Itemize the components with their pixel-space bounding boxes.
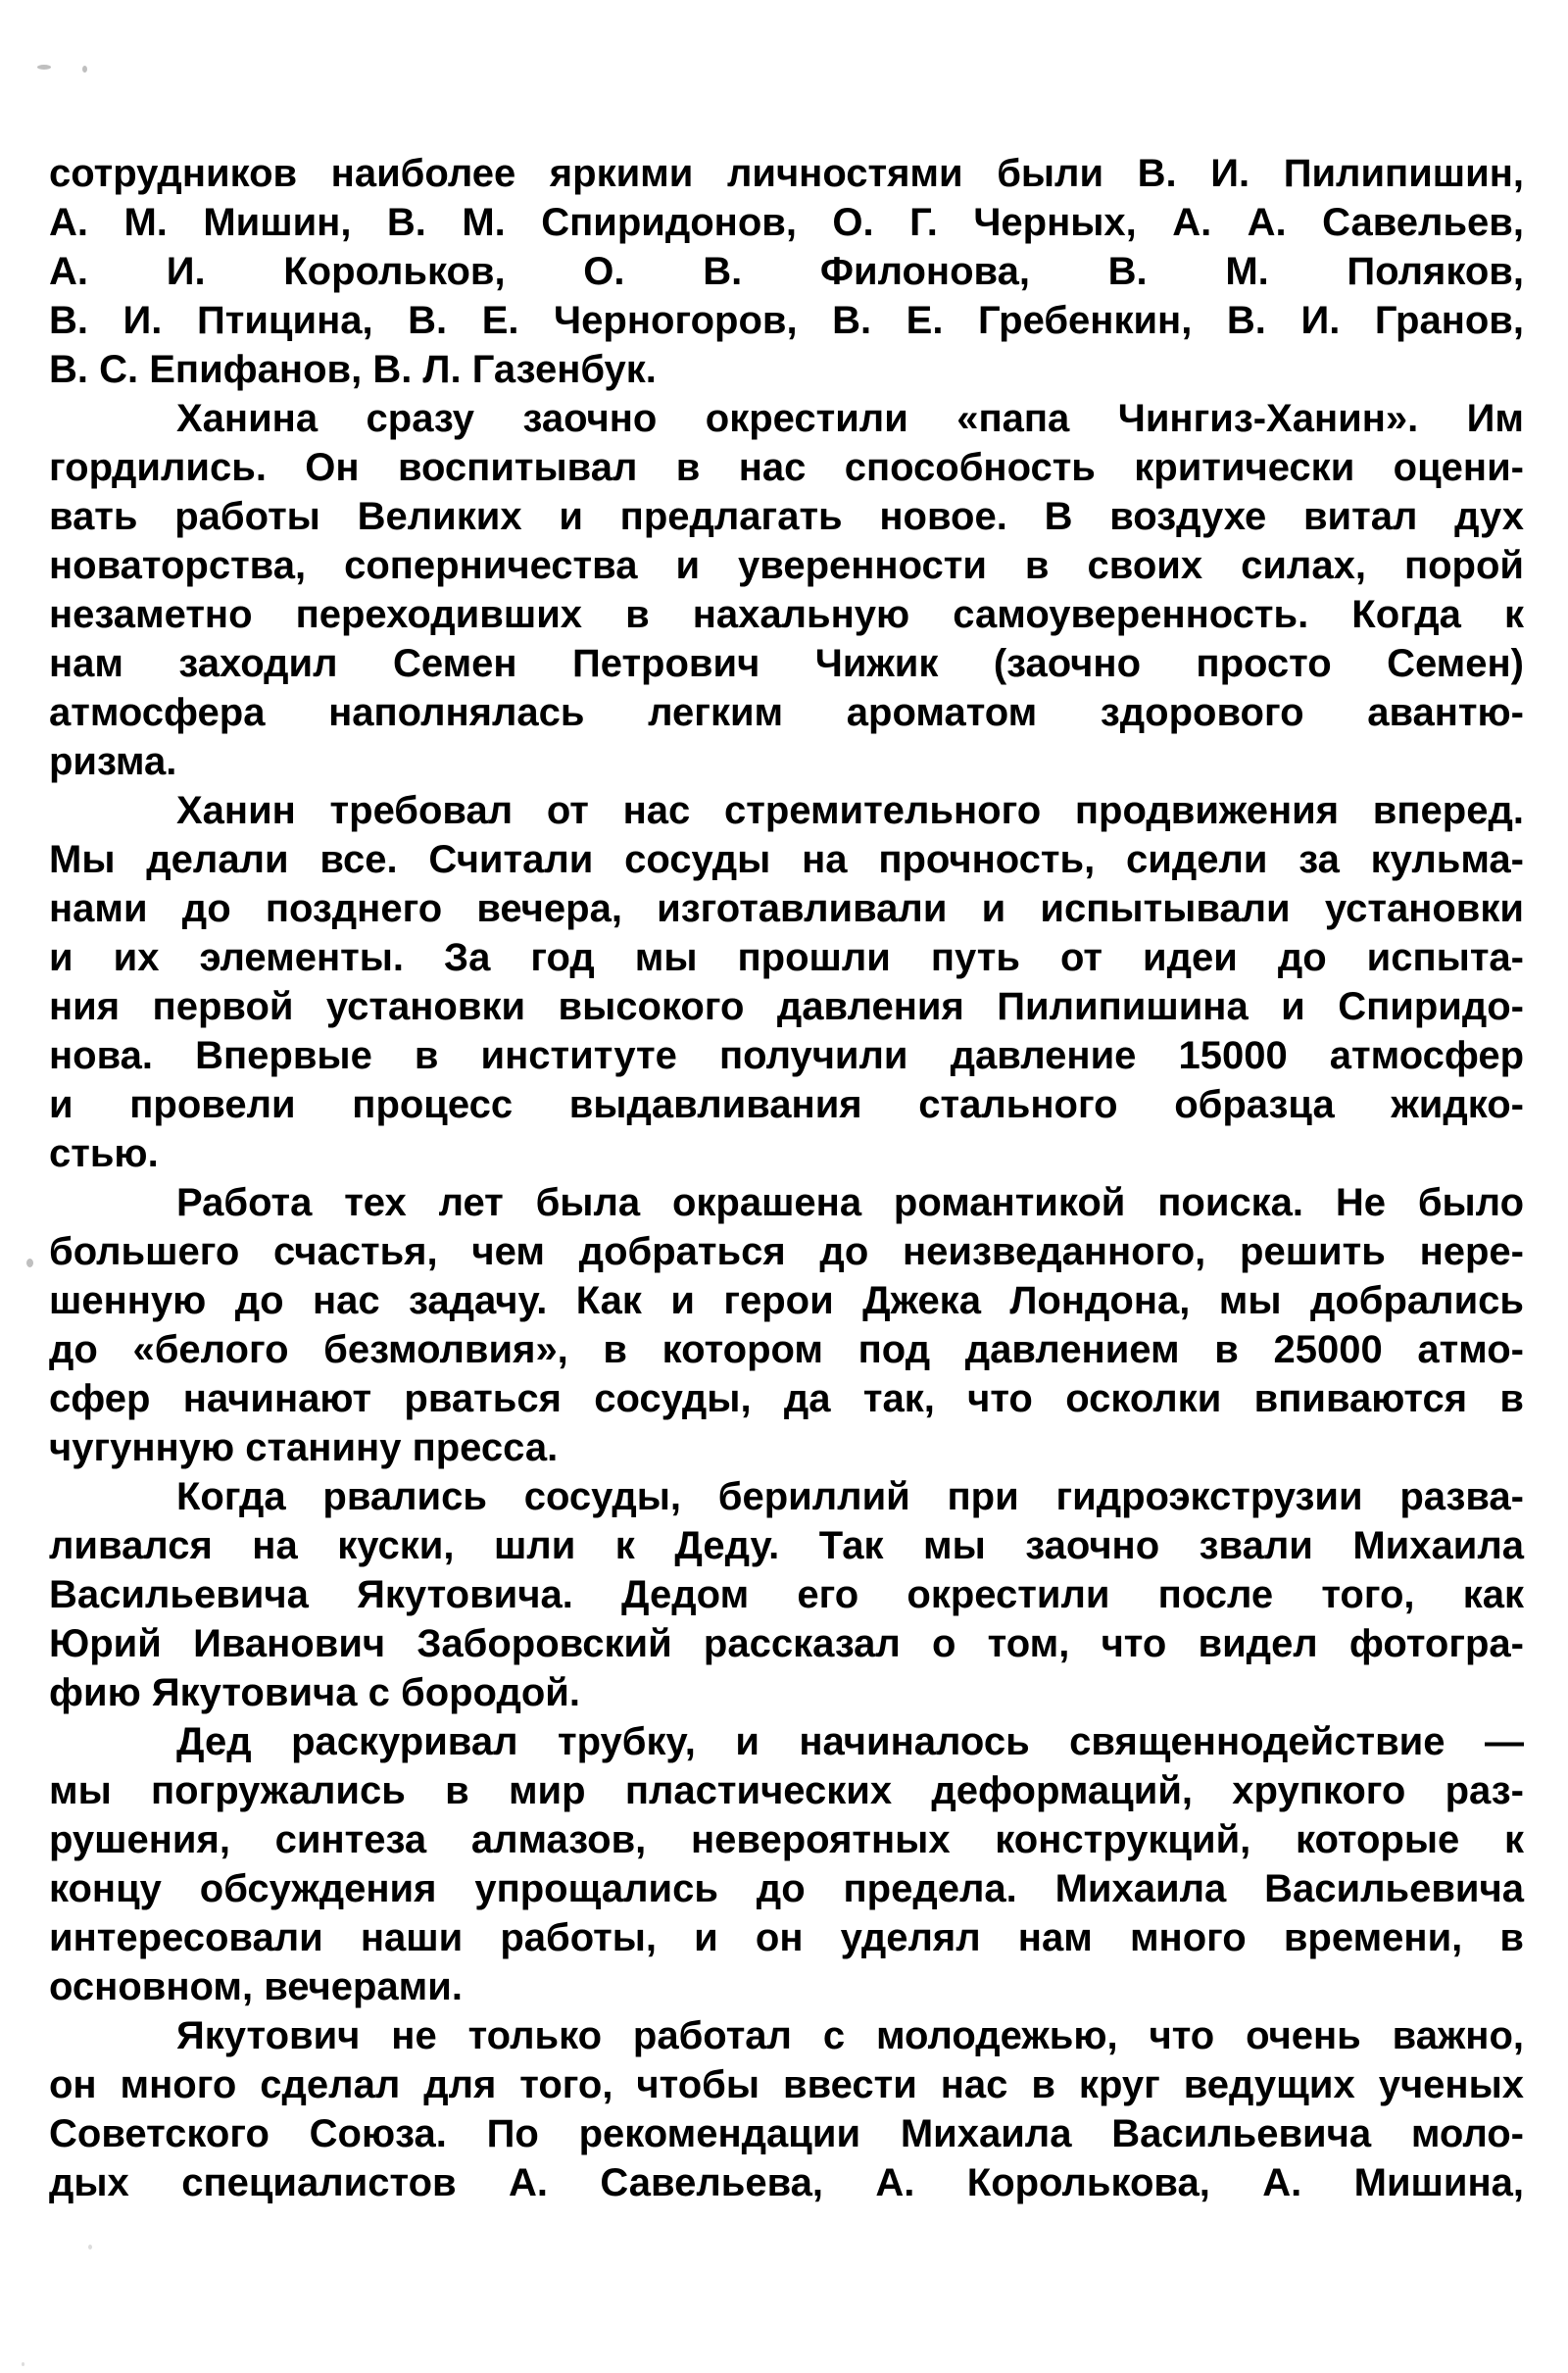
text-line: А. М. Мишин, В. М. Спиридонов, О. Г. Черных, А. А. Савельев, <box>49 201 1524 244</box>
text-line: сфер начинают рваться сосуды, да так, что осколки впиваются в <box>49 1377 1524 1420</box>
paragraph <box>49 786 1524 1178</box>
text-line: вать работы Великих и предлагать новое. В воздухе витал дух <box>49 495 1524 538</box>
text-line: Ханина сразу заочно окрестили «папа Чингиз-Ханин». Им <box>176 397 1524 440</box>
text-line: до «белого безмолвия», в котором под давлением в 25000 атмо- <box>49 1328 1524 1371</box>
text-line: незаметно переходивших в нахальную самоуверенность. Когда к <box>49 593 1524 636</box>
text-line: Ханин требовал от нас стремительного продвижения вперед. <box>176 789 1524 832</box>
text-line: мы погружались в мир пластических деформаций, хрупкого раз- <box>49 1769 1524 1812</box>
text-line: Дед раскуривал трубку, и начиналось священнодействие — <box>176 1720 1524 1763</box>
paragraph <box>49 1472 1524 1717</box>
text-line: ливался на куски, шли к Деду. Так мы заочно звали Михаила <box>49 1524 1524 1567</box>
scan-artifact-dot <box>82 66 87 73</box>
text-line: ния первой установки высокого давления Пилипишина и Спиридо- <box>49 985 1524 1028</box>
text-line: и провели процесс выдавливания стального образца жидко- <box>49 1083 1524 1126</box>
text-line: стью. <box>49 1132 159 1175</box>
text-line: чугунную станину пресса. <box>49 1426 559 1469</box>
scan-artifact-dot <box>37 65 51 70</box>
paragraph <box>49 2011 1524 2207</box>
text-line: гордились. Он воспитывал в нас способность критически оцени- <box>49 446 1524 489</box>
text-line: сотрудников наиболее яркими личностями были В. И. Пилипишин, <box>49 152 1524 195</box>
text-line: В. И. Птицина, В. Е. Черногоров, В. Е. Гребенкин, В. И. Гранов, <box>49 299 1524 342</box>
paragraph <box>49 149 1524 394</box>
text-line: дых специалистов А. Савельева, А. Королькова, А. Мишина, <box>49 2161 1524 2204</box>
text-line: атмосфера наполнялась легким ароматом здорового авантю- <box>49 691 1524 734</box>
text-line: большего счастья, чем добраться до неизведанного, решить нере- <box>49 1230 1524 1273</box>
text-line: Советского Союза. По рекомендации Михаила Васильевича моло- <box>49 2112 1524 2155</box>
text-line: Юрий Иванович Заборовский рассказал о том, что видел фотогра- <box>49 1622 1524 1665</box>
text-line: он много сделал для того, чтобы ввести нас в круг ведущих ученых <box>49 2063 1524 2106</box>
text-line: Васильевича Якутовича. Дедом его окрестили после того, как <box>49 1573 1524 1616</box>
paragraph <box>49 1717 1524 2011</box>
text-line: Якутович не только работал с молодежью, что очень важно, <box>176 2014 1524 2057</box>
text-line: фию Якутовича с бородой. <box>49 1671 580 1714</box>
text-line: А. И. Корольков, О. В. Филонова, В. М. Поляков, <box>49 250 1524 293</box>
text-line: Когда рвались сосуды, бериллий при гидроэкструзии разва- <box>176 1475 1524 1518</box>
paragraph <box>49 1178 1524 1472</box>
text-line: интересовали наши работы, и он уделял нам много времени, в <box>49 1916 1524 1959</box>
text-line: основном, вечерами. <box>49 1965 463 2008</box>
text-line: рушения, синтеза алмазов, невероятных конструкций, которые к <box>49 1818 1524 1861</box>
text-line: и их элементы. За год мы прошли путь от идеи до испыта- <box>49 936 1524 979</box>
text-line: нова. Впервые в институте получили давление 15000 атмосфер <box>49 1034 1524 1077</box>
text-line: Работа тех лет была окрашена романтикой поиска. Не было <box>176 1181 1524 1224</box>
paragraph <box>49 394 1524 786</box>
text-line: шенную до нас задачу. Как и герои Джека Лондона, мы добрались <box>49 1279 1524 1322</box>
text-line: нами до позднего вечера, изготавливали и испытывали установки <box>49 887 1524 930</box>
text-line: ризма. <box>49 740 177 783</box>
text-line: Мы делали все. Считали сосуды на прочность, сидели за кульма- <box>49 838 1524 881</box>
scan-artifact-dot <box>22 2362 24 2366</box>
text-line: новаторства, соперничества и уверенности в своих силах, порой <box>49 544 1524 587</box>
scan-artifact-dot <box>88 2245 92 2249</box>
scan-artifact-dot <box>26 1259 33 1267</box>
text-line: нам заходил Семен Петрович Чижик (заочно просто Семен) <box>49 642 1524 685</box>
text-line: В. С. Епифанов, В. Л. Газенбук. <box>49 348 657 391</box>
text-block <box>49 149 1524 2207</box>
text-line: концу обсуждения упрощались до предела. Михаила Васильевича <box>49 1867 1524 1910</box>
